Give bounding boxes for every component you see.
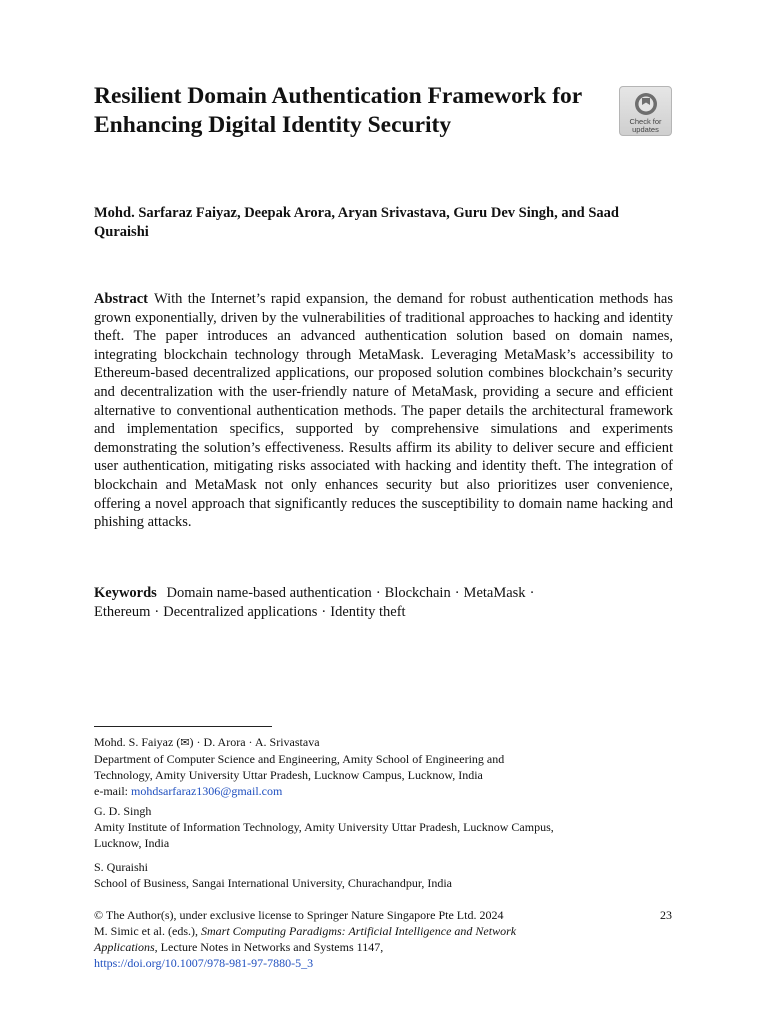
email-link[interactable]: mohdsarfaraz1306@gmail.com [130,784,283,798]
keyword-item: MetaMask [463,585,526,601]
keyword-separator: · [154,604,160,620]
abstract-text: With the Internet’s rapid expansion, the demand for robust authentication methods has grown exponentially, driven by the vulnerabilities of traditional approaches to hacking and identity theft. The paper introduces an advanced authentication solution based on domain names, integrating blockchain technology through MetaMask. Leveraging MetaMask’s accessibility to Ethereum-based decentralized applications, our proposed solution combines blockchain’s security and decentralization with the user-friendly nature of MetaMask, providing a secure and efficient alternative to conventional authentication methods. The paper details the architectural framework and implementation specifics, supported by comprehensive simulations and experiments demonstrating the solution’s effectiveness. Results affirm its ability to deliver secure and efficient user authentication, mitigating risks associated with hacking and identity theft. The integration of blockchain and MetaMask not only enhances security but also prioritizes user convenience, offering a novel approach that significantly reduces the susceptibility to domain name hacking and phishing attacks. [94,291,673,531]
affiliation-group-2 [94,803,684,851]
affiliation-group-1 [94,734,684,799]
envelope-icon: ✉ [180,736,190,749]
publication-footer [94,907,674,971]
keyword-separator: · [529,585,535,601]
page-number: 23 [660,908,672,922]
abstract-label: Abstract [94,291,148,307]
footnote-divider [94,726,272,727]
book-title: Smart Computing Paradigms: Artificial Intelligence and Network [200,924,517,938]
doi-link[interactable]: https://doi.org/10.1007/978-981-97-7880-5_3 [94,956,314,970]
keyword-separator: · [375,585,381,601]
series-info: , Lecture Notes in Networks and Systems 1147, [154,940,384,954]
author-list: Mohd. Sarfaraz Faiyaz, Deepak Arora, Aryan Srivastava, Guru Dev Singh, and Saad Quraishi [94,205,619,240]
affiliation-line: Lucknow, India [94,836,170,850]
affiliation-name: S. Quraishi [94,860,148,874]
book-title-cont: Applications [94,940,155,954]
check-for-updates-badge[interactable] [619,86,672,136]
paper-title: Resilient Domain Authentication Framework for Enhancing Digital Identity Security [94,83,582,138]
keyword-item: Decentralized applications [163,604,318,620]
affiliation-line: School of Business, Sangai International University, Churachandpur, India [94,876,453,890]
badge-line-1: Check for [629,117,662,126]
affiliation-line: Technology, Amity University Uttar Pradesh, Lucknow Campus, Lucknow, India [94,768,483,782]
keyword-item: Ethereum [94,604,151,620]
affiliation-group-3 [94,859,684,891]
keywords [94,584,673,622]
check-for-updates-icon [633,91,659,117]
badge-line-2: updates [632,125,659,134]
keyword-item: Domain name-based authentication [166,585,372,601]
affiliation-line: Amity Institute of Information Technology, Amity University Uttar Pradesh, Lucknow Campus, [94,820,554,834]
abstract [94,290,673,532]
email-label: e-mail: [94,784,128,798]
affiliation-names-prefix: Mohd. S. Faiyaz ( [94,735,181,749]
keyword-item: Blockchain [384,585,451,601]
keywords-label: Keywords [94,585,157,601]
affiliation-line: Department of Computer Science and Engineering, Amity School of Engineering and [94,752,505,766]
affiliation-name: G. D. Singh [94,804,152,818]
keyword-separator: · [321,604,327,620]
copyright-line: © The Author(s), under exclusive license to Springer Nature Singapore Pte Ltd. 2024 [94,908,504,922]
keyword-separator: · [454,585,460,601]
affiliation-names-suffix: ) · D. Arora · A. Srivastava [189,735,320,749]
editors: M. Simic et al. (eds.), [94,924,198,938]
keyword-item: Identity theft [330,604,406,620]
